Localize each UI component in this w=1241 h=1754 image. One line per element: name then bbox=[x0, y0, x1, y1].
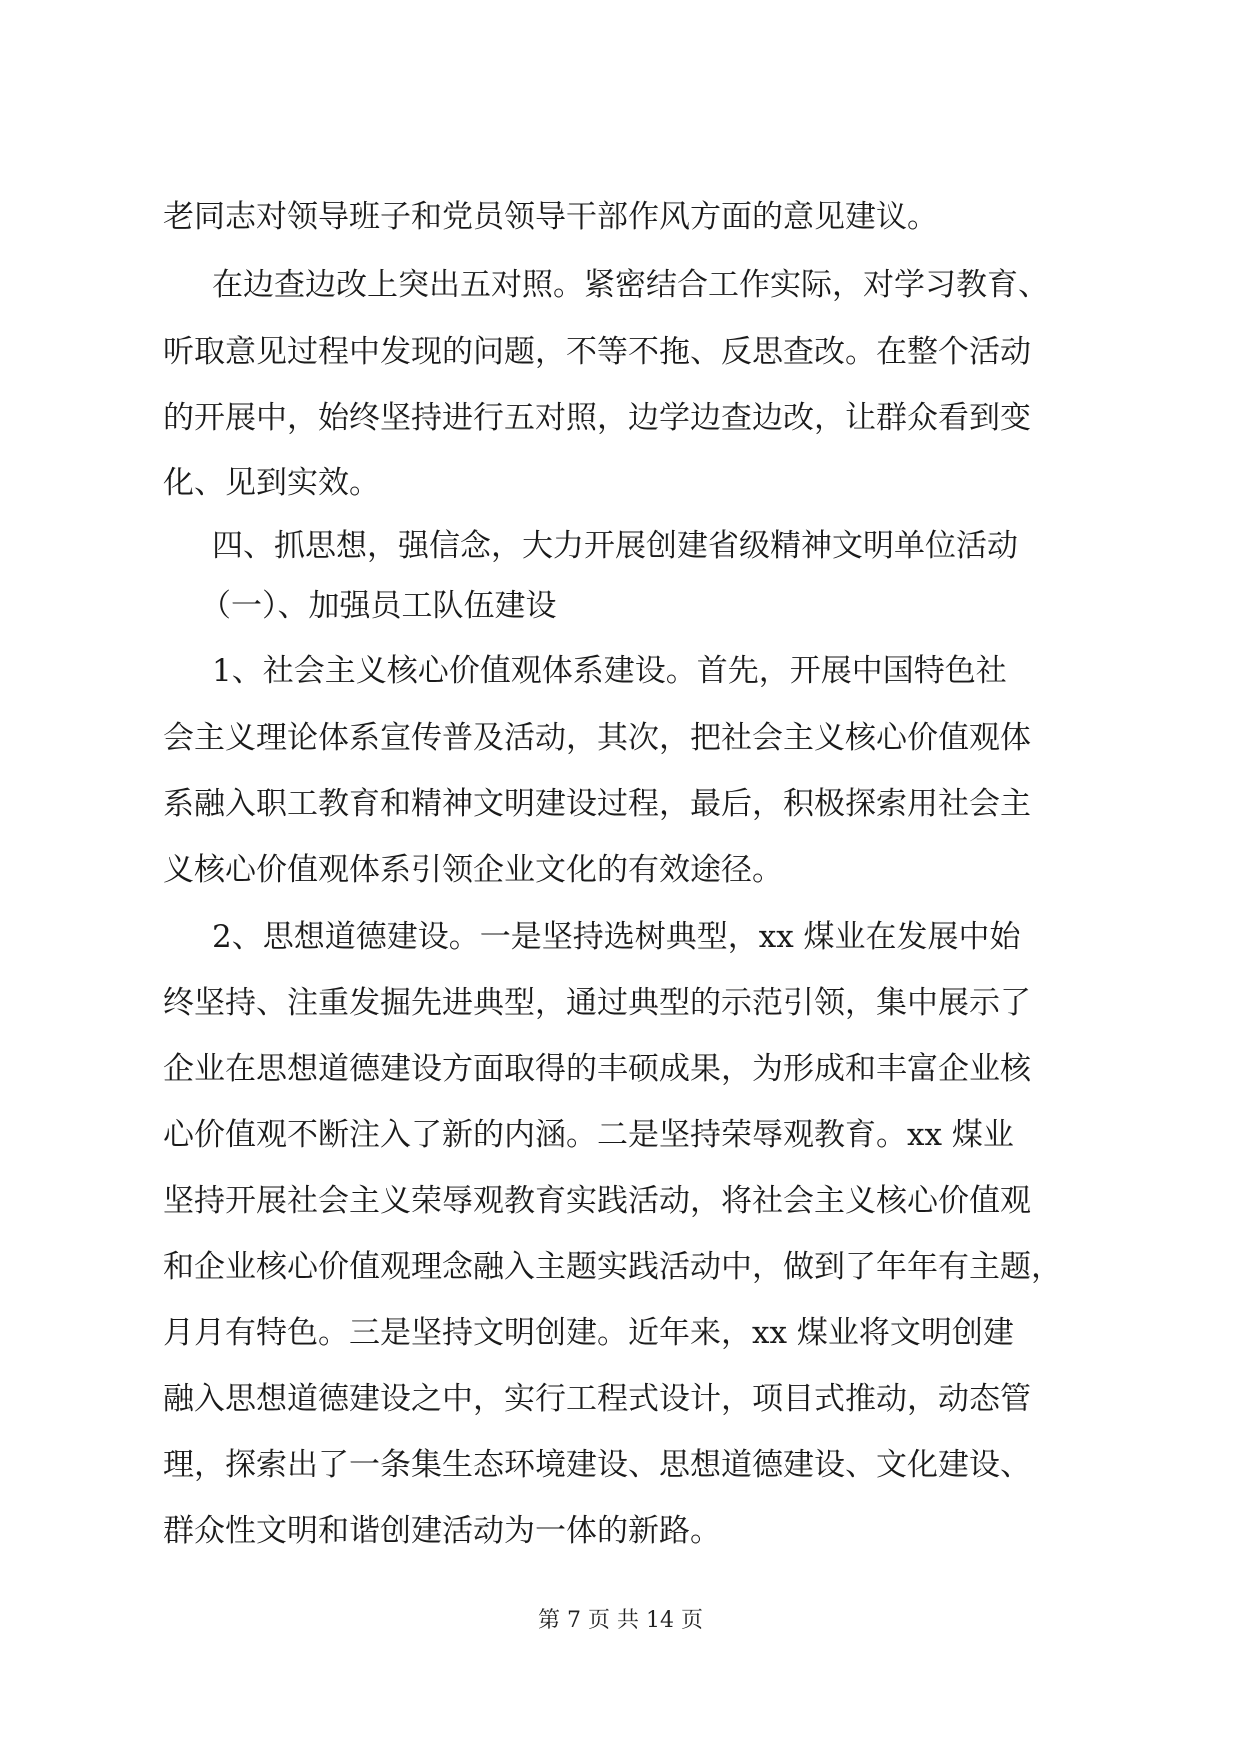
body-text-line: 的开展中，始终坚持进行五对照，边学边查边改，让群众看到变 bbox=[163, 400, 1031, 436]
body-text-line: 企业在思想道德建设方面取得的丰硕成果，为形成和丰富企业核 bbox=[163, 1051, 1031, 1087]
body-text-line: 坚持开展社会主义荣辱观教育实践活动，将社会主义核心价值观 bbox=[163, 1183, 1031, 1219]
body-text-line: 终坚持、注重发掘先进典型，通过典型的示范引领，集中展示了 bbox=[163, 985, 1031, 1021]
body-text-line: 老同志对领导班子和党员领导干部作风方面的意见建议。 bbox=[163, 199, 938, 235]
body-text-line: 1、社会主义核心价值观体系建设。首先，开展中国特色社 bbox=[212, 653, 1007, 689]
body-text-line: 义核心价值观体系引领企业文化的有效途径。 bbox=[163, 852, 783, 888]
body-text-line: 听取意见过程中发现的问题，不等不拖、反思查改。在整个活动 bbox=[163, 334, 1031, 370]
body-text-line: 融入思想道德建设之中，实行工程式设计，项目式推动，动态管 bbox=[163, 1381, 1031, 1417]
body-text-line: 心价值观不断注入了新的内涵。二是坚持荣辱观教育。xx 煤业 bbox=[163, 1117, 1014, 1153]
body-text-line: 和企业核心价值观理念融入主题实践活动中，做到了年年有主题， bbox=[163, 1249, 1062, 1285]
page-number-footer: 第 7 页 共 14 页 bbox=[538, 1608, 703, 1633]
body-text-line: 理，探索出了一条集生态环境建设、思想道德建设、文化建设、 bbox=[163, 1447, 1031, 1483]
section-heading: 四、抓思想，强信念，大力开展创建省级精神文明单位活动 bbox=[212, 528, 1018, 564]
body-text-line: 月月有特色。三是坚持文明创建。近年来，xx 煤业将文明创建 bbox=[163, 1315, 1014, 1351]
body-text-line: 化、见到实效。 bbox=[163, 465, 380, 501]
body-text-line: 会主义理论体系宣传普及活动，其次，把社会主义核心价值观体 bbox=[163, 720, 1031, 756]
subsection-heading: （一）、加强员工队伍建设 bbox=[200, 588, 557, 624]
body-text-line: 群众性文明和谐创建活动为一体的新路。 bbox=[163, 1513, 721, 1549]
body-text-line: 在边查边改上突出五对照。紧密结合工作实际，对学习教育、 bbox=[212, 267, 1049, 303]
body-text-line: 系融入职工教育和精神文明建设过程，最后，积极探索用社会主 bbox=[163, 786, 1031, 822]
body-text-line: 2、思想道德建设。一是坚持选树典型，xx 煤业在发展中始 bbox=[212, 919, 1021, 955]
